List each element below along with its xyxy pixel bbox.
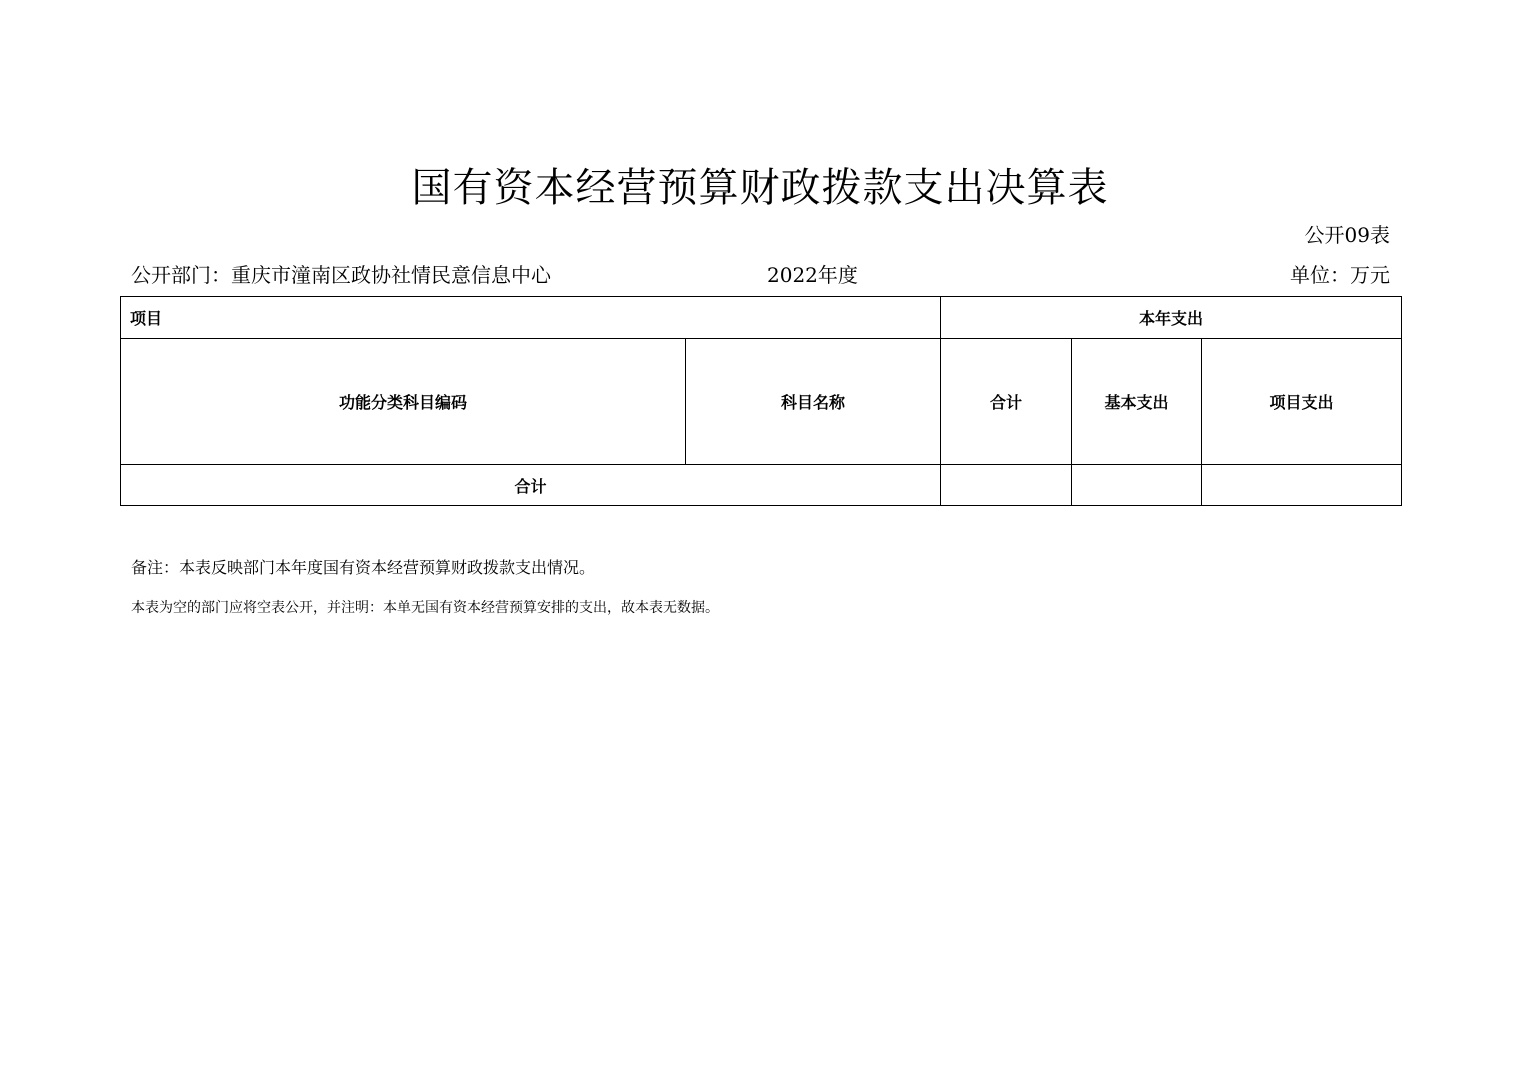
column-header-total: 合计: [941, 339, 1072, 465]
header-current-year: 本年支出: [941, 297, 1402, 339]
table-header-row: [121, 297, 1402, 339]
total-row-basic-value: [1072, 465, 1202, 506]
table-subheader-row: [121, 339, 1402, 465]
budget-table: [120, 296, 1402, 506]
column-header-basic: 基本支出: [1072, 339, 1202, 465]
table-number: 公开09表: [1304, 223, 1390, 247]
column-header-name: 科目名称: [686, 339, 941, 465]
column-header-project: 项目支出: [1202, 339, 1402, 465]
column-header-code: 功能分类科目编码: [121, 339, 686, 465]
fiscal-year: 2022年度: [767, 263, 858, 287]
total-row-label: 合计: [121, 465, 941, 506]
table-row-total: [121, 465, 1402, 506]
header-item: 项目: [121, 297, 941, 339]
page-title: 国有资本经营预算财政拨款支出决算表: [411, 165, 1109, 211]
remark-note: 备注：本表反映部门本年度国有资本经营预算财政拨款支出情况。: [131, 558, 596, 577]
total-row-total-value: [941, 465, 1072, 506]
unit-label: 单位：万元: [1290, 263, 1390, 287]
empty-table-note: 本表为空的部门应将空表公开，并注明：本单无国有资本经营预算安排的支出，故本表无数据。: [131, 600, 719, 616]
department-label: 公开部门：重庆市潼南区政协社情民意信息中心: [131, 263, 551, 287]
total-row-project-value: [1202, 465, 1402, 506]
